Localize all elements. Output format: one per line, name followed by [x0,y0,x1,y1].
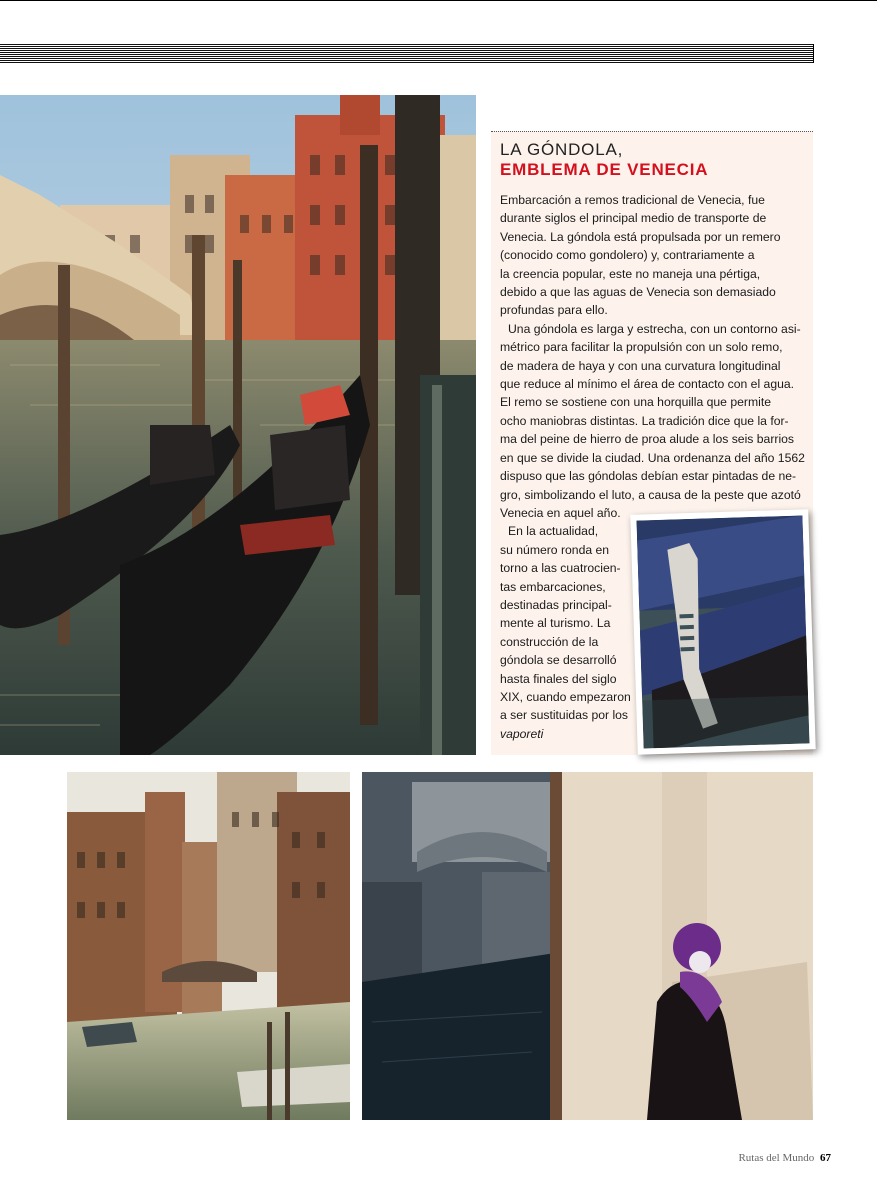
page-footer [738,1152,831,1164]
canal-photo [67,772,350,1120]
text-line: la creencia popular, este no maneja una pértiga, [500,266,761,281]
top-rule [0,0,877,1]
text-line: métrico para facilitar la propulsión con un solo remo, [500,340,783,355]
text-line: su número ronda en [500,542,610,557]
text-line: (conocido como gondolero) y, contrariamente a [500,248,755,263]
gondola-prow-inset-photo [630,509,815,754]
text-line: ma del peine de hierro de proa alude a los seis barrios [500,432,795,447]
text-line: que reduce al mínimo el área de contacto con el agua. [500,377,795,392]
text-line: construcción de la [500,634,599,649]
text-line: a ser sustituidas por los [500,708,629,723]
text-line: torno a las cuatrocien- [500,561,621,576]
page-number: 67 [820,1152,831,1164]
text-line: góndola se desarrolló [500,653,617,668]
text-line: Embarcación a remos tradicional de Venecia, fue [500,193,765,207]
bridge-of-sighs-photo [362,772,813,1120]
text-line: durante siglos el principal medio de transporte de [500,211,767,226]
text-line: Venecia en aquel año. [500,505,621,520]
magazine-name: Rutas del Mundo [738,1152,815,1164]
text-line: ocho maniobras distintas. La tradición dice que la for- [500,413,789,428]
text-line: Venecia. La góndola está propulsada por un remero [500,229,781,244]
text-line: tas embarcaciones, [500,579,606,594]
sidebar-title-line1: LA GÓNDOLA, [500,140,624,159]
text-line: hasta finales del siglo [500,671,617,686]
text-line: El remo se sostiene con una horquilla que permite [500,395,771,410]
sidebar-title-line2: EMBLEMA DE VENECIA [500,160,709,179]
text-line: de madera de haya y con una curvatura longitudinal [500,358,781,373]
text-line: En la actualidad, [508,524,599,539]
header-stripe-band [0,44,814,63]
text-line: mente al turismo. La [500,616,611,631]
text-line: destinadas principal- [500,597,612,612]
text-line: profundas para ello. [500,303,608,318]
text-line: debido a que las aguas de Venecia son demasiado [500,285,776,300]
text-line: gro, simbolizando el luto, a causa de la peste que azotó [500,487,801,502]
sidebar-title [500,140,708,180]
text-line: en que se divide la ciudad. Una ordenanza del año 1562 [500,450,805,465]
text-line: dispuso que las góndolas debían estar pintadas de ne- [500,469,797,484]
text-line: vaporeti [500,726,544,741]
gondola-photo [0,95,476,755]
text-line: Una góndola es larga y estrecha, con un contorno asi- [508,321,801,336]
text-line: XIX, cuando empezaron [500,689,631,704]
